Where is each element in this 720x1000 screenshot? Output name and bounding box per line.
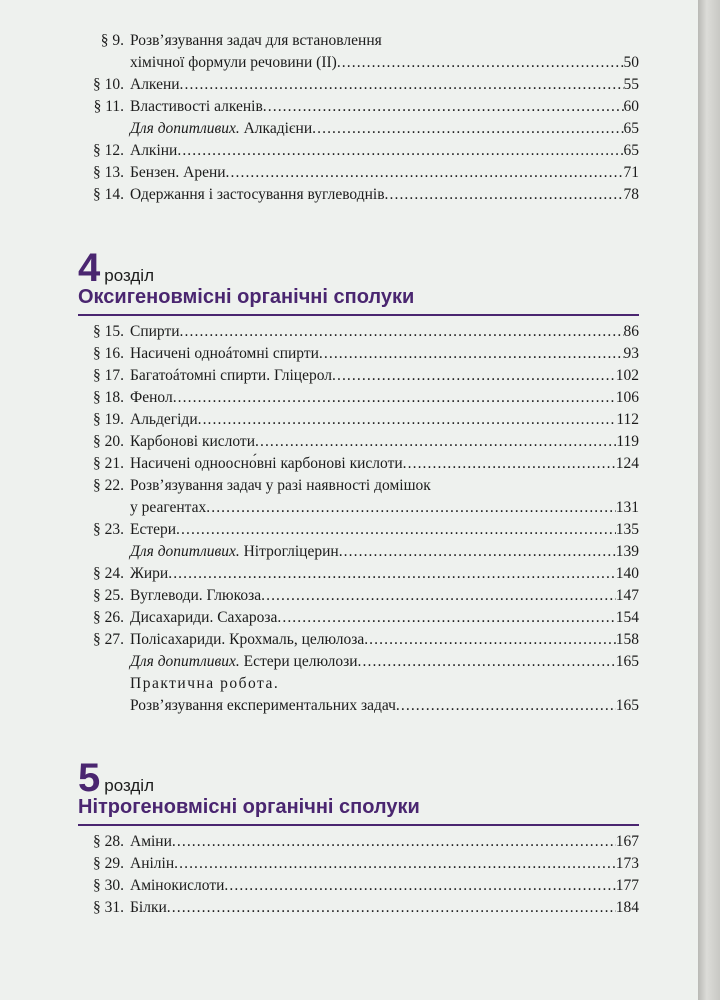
- leader-dots: [319, 343, 624, 365]
- toc-entry-title: Естери целюлози: [239, 653, 358, 670]
- toc-entry-page: 65: [623, 142, 639, 159]
- leader-dots: [261, 585, 616, 607]
- leader-dots: [364, 629, 616, 651]
- toc-entry-title: Насичені одноосно́вні карбонові кислоти: [130, 455, 403, 472]
- toc-entry-27: [78, 629, 639, 651]
- toc-entry-page: 184: [615, 899, 639, 916]
- toc-entry-page: 78: [623, 186, 639, 203]
- section-4-title: Оксигеновмісні органічні сполуки: [78, 286, 415, 308]
- toc-entry-number: § 19.: [93, 411, 124, 428]
- toc-entry-30: [78, 875, 639, 897]
- toc-entry-title: Спирти: [130, 323, 180, 340]
- toc-entry-page: 71: [623, 164, 639, 181]
- leader-dots: [277, 607, 615, 629]
- toc-entry-title: Анілін: [130, 855, 175, 872]
- toc-entry-number: § 28.: [93, 833, 124, 850]
- toc-entry-page: 140: [615, 565, 639, 582]
- toc-entry-curious-2: [78, 541, 639, 563]
- toc-entry-page: 135: [615, 521, 639, 538]
- toc-entry-24: [78, 563, 639, 585]
- leader-dots: [226, 162, 624, 184]
- section-number: 5: [78, 756, 101, 800]
- toc-entry-23: [78, 519, 639, 541]
- leader-dots: [168, 563, 616, 585]
- toc-entry-title: Карбонові кислоти: [130, 433, 255, 450]
- toc-entry-number: § 11.: [93, 98, 124, 115]
- toc-entry-page: 102: [615, 367, 639, 384]
- toc-entry-curious-1: [78, 118, 639, 140]
- toc-entry-page: 60: [623, 98, 639, 115]
- toc-entry-number: § 27.: [93, 631, 124, 648]
- toc-entry-page: 106: [615, 389, 639, 406]
- toc-entry-16: [78, 343, 639, 365]
- toc-entry-9: [78, 52, 639, 74]
- toc-entry-title-italic: Для допитливих.: [130, 543, 240, 560]
- toc-entry-page: 55: [623, 76, 639, 93]
- toc-entry-number: § 12.: [93, 142, 124, 159]
- leader-dots: [385, 184, 624, 206]
- toc-entry-9-line1: [78, 30, 639, 52]
- toc-entry-number: § 25.: [93, 587, 124, 604]
- leader-dots: [206, 497, 616, 519]
- toc-entry-number: § 24.: [93, 565, 124, 582]
- toc-entry-page: 165: [615, 697, 639, 714]
- toc-entry-title: Естери: [130, 521, 177, 538]
- toc-entry-page: 119: [616, 433, 639, 450]
- toc-entry-title: Амінокислоти: [130, 877, 225, 894]
- leader-dots: [312, 118, 623, 140]
- toc-entry-title: Розв’язування експериментальних задач: [130, 697, 396, 714]
- toc-entry-number: § 26.: [93, 609, 124, 626]
- toc-entry-title: Властивості алкенів: [130, 98, 263, 115]
- section-number: 4: [78, 246, 101, 290]
- leader-dots: [332, 365, 616, 387]
- toc-entry-number: § 30.: [93, 877, 124, 894]
- leader-dots: [403, 453, 616, 475]
- toc-entry-page: 154: [615, 609, 639, 626]
- toc-entry-title: Дисахариди. Сахароза: [130, 609, 278, 626]
- leader-dots: [172, 831, 616, 853]
- section-word: розділ: [104, 776, 155, 795]
- toc-entry-20: [78, 431, 639, 453]
- leader-dots: [173, 387, 616, 409]
- leader-dots: [198, 409, 617, 431]
- toc-entry-title: Полісахариди. Крохмаль, целюлоза: [130, 631, 365, 648]
- toc-entry-practical-line1: [78, 673, 639, 695]
- toc-entry-22-line1: [78, 475, 639, 497]
- toc-entry-18: [78, 387, 639, 409]
- toc-entry-number: § 17.: [93, 367, 124, 384]
- toc-entry-number: § 18.: [93, 389, 124, 406]
- toc-entry-12: [78, 140, 639, 162]
- leader-dots: [396, 695, 616, 717]
- toc-entry-22: [78, 497, 639, 519]
- toc-entry-25: [78, 585, 639, 607]
- toc-entry-title-line1: Практична робота.: [130, 675, 280, 692]
- leader-dots: [339, 541, 616, 563]
- toc-entry-10: [78, 74, 639, 96]
- leader-dots: [263, 96, 624, 118]
- page-edge: [698, 0, 720, 1000]
- toc-entry-page: 167: [615, 833, 639, 850]
- toc-entry-title: Білки: [130, 899, 167, 916]
- toc-entry-title: Багатоáтомні спирти. Гліцерол: [130, 367, 332, 384]
- toc-entry-page: 147: [615, 587, 639, 604]
- toc-entry-21: [78, 453, 639, 475]
- leader-dots: [167, 897, 616, 919]
- toc-entry-title: Бензен. Арени: [130, 164, 226, 181]
- toc-entry-page: 93: [623, 345, 639, 362]
- toc-entry-title-line1: Розв’язування задач для встановлення: [130, 32, 382, 49]
- toc-entry-11: [78, 96, 639, 118]
- toc-entry-page: 165: [615, 653, 639, 670]
- leader-dots: [174, 853, 616, 875]
- toc-entry-title: Нітрогліцерин: [239, 543, 339, 560]
- toc-entry-17: [78, 365, 639, 387]
- toc-entry-title: Вуглеводи. Глюкоза: [130, 587, 262, 604]
- toc-entry-14: [78, 184, 639, 206]
- section-4-header: [78, 248, 154, 288]
- toc-entry-number: § 21.: [93, 455, 124, 472]
- toc-entry-page: 139: [615, 543, 639, 560]
- toc-entry-page: 158: [615, 631, 639, 648]
- section-divider: [78, 824, 639, 826]
- leader-dots: [255, 431, 616, 453]
- toc-entry-title: Насичені однoáтомні спирти: [130, 345, 319, 362]
- toc-entry-practical: [78, 695, 639, 717]
- toc-entry-title: Жири: [130, 565, 169, 582]
- toc-entry-page: 65: [623, 120, 639, 137]
- toc-entry-number: § 15.: [93, 323, 124, 340]
- toc-entry-title: Алкіни: [130, 142, 178, 159]
- toc-entry-page: 50: [623, 54, 639, 71]
- toc-entry-number: § 13.: [93, 164, 124, 181]
- toc-entry-title: у реагентах: [130, 499, 207, 516]
- section-5-title: Нітрогеновмісні органічні сполуки: [78, 796, 420, 818]
- toc-entry-page: 177: [615, 877, 639, 894]
- toc-entry-number: § 10.: [93, 76, 124, 93]
- toc-entry-number: § 20.: [93, 433, 124, 450]
- toc-entry-31: [78, 897, 639, 919]
- toc-entry-title: Одержання і застосування вуглеводнів: [130, 186, 385, 203]
- toc-entry-number: § 22.: [93, 477, 124, 494]
- leader-dots: [337, 52, 624, 74]
- leader-dots: [358, 651, 616, 673]
- leader-dots: [180, 321, 624, 343]
- toc-entry-title-line1: Розв’язування задач у разі наявності домішок: [130, 477, 431, 494]
- toc-entry-number: § 9.: [100, 32, 124, 49]
- toc-entry-29: [78, 853, 639, 875]
- toc-entry-title: Фенол: [130, 389, 173, 406]
- toc-entry-title: хімічної формули речовини (II): [130, 54, 337, 71]
- toc-entry-number: § 31.: [93, 899, 124, 916]
- toc-entry-page: 86: [623, 323, 639, 340]
- leader-dots: [177, 140, 623, 162]
- toc-entry-curious-3: [78, 651, 639, 673]
- toc-entry-page: 112: [616, 411, 639, 428]
- toc-entry-title-italic: Для допитливих.: [130, 653, 240, 670]
- toc-entry-page: 173: [615, 855, 639, 872]
- toc-entry-title-italic: Для допитливих.: [130, 120, 240, 137]
- toc-entry-28: [78, 831, 639, 853]
- toc-entry-13: [78, 162, 639, 184]
- toc-entry-number: § 14.: [93, 186, 124, 203]
- toc-entry-26: [78, 607, 639, 629]
- toc-entry-page: 124: [615, 455, 639, 472]
- toc-entry-15: [78, 321, 639, 343]
- toc-entry-title: Алкадієни: [239, 120, 313, 137]
- toc-entry-title: Алкени: [130, 76, 180, 93]
- section-5-header: [78, 758, 154, 798]
- toc-entry-title: Альдегіди: [130, 411, 198, 428]
- toc-entry-number: § 29.: [93, 855, 124, 872]
- section-word: розділ: [104, 266, 155, 285]
- leader-dots: [180, 74, 624, 96]
- toc-entry-19: [78, 409, 639, 431]
- toc-entry-number: § 16.: [93, 345, 124, 362]
- toc-entry-page: 131: [615, 499, 639, 516]
- leader-dots: [176, 519, 616, 541]
- section-divider: [78, 314, 639, 316]
- toc-entry-title: Аміни: [130, 833, 172, 850]
- leader-dots: [224, 875, 615, 897]
- toc-entry-number: § 23.: [93, 521, 124, 538]
